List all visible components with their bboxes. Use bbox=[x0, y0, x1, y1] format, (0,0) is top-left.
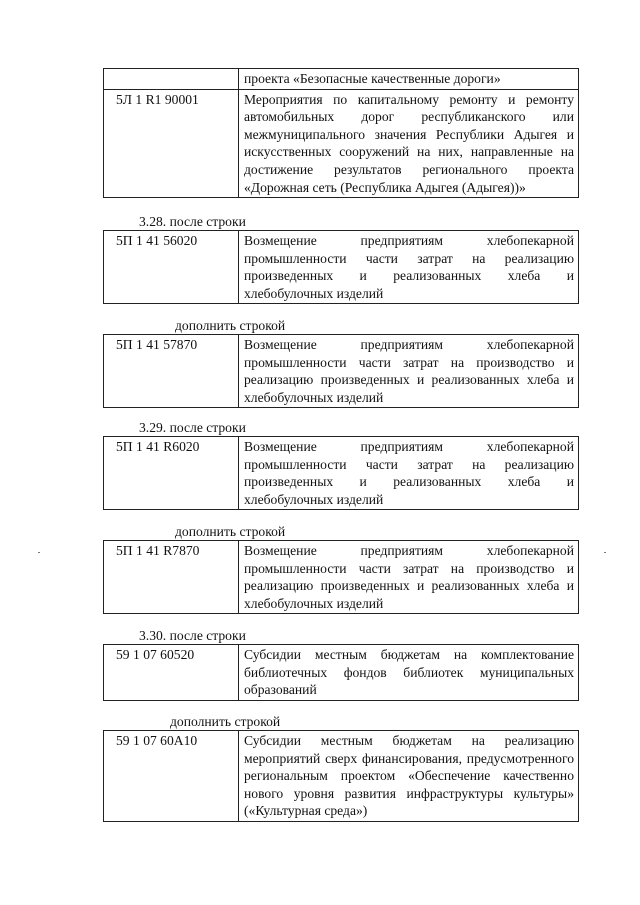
section-table bbox=[103, 644, 579, 701]
description-cell: Возмещение предприятиям хлебопекарной промышленности части затрат на производство и реализацию произведенных и реализованных хлеба и хлебобулочных изделий bbox=[239, 541, 579, 614]
scan-mark bbox=[604, 552, 606, 553]
table-row bbox=[104, 69, 579, 90]
code-cell: 5П 1 41 R7870 bbox=[104, 541, 239, 614]
table-row bbox=[104, 731, 579, 822]
code-cell: 5П 1 41 56020 bbox=[104, 231, 239, 304]
section-caption: 3.28. после строки bbox=[139, 214, 246, 229]
section-caption: 3.29. после строки bbox=[139, 420, 246, 435]
code-cell: 5Л 1 R1 90001 bbox=[104, 89, 239, 198]
description-cell: Субсидии местным бюджетам на реализацию мероприятий сверх финансирования, предусмотренного региональным проектом «Обеспечение качественно нового уровня развития инфраструктуры культуры» («Культурная среда») bbox=[239, 731, 579, 822]
section-caption: 3.30. после строки bbox=[139, 628, 246, 643]
description-cell: Субсидии местным бюджетам на комплектование библиотечных фондов библиотек муниципальных образований bbox=[239, 645, 579, 701]
table-row bbox=[104, 89, 579, 198]
description-cell: Мероприятия по капитальному ремонту и ремонту автомобильных дорог республиканского или межмуниципального значения Республики Адыгея и искусственных сооружений на них, направленные на достижение результатов регионального проекта «Дорожная сеть (Республика Адыгея (Адыгея))» bbox=[239, 89, 579, 198]
section-caption: дополнить строкой bbox=[175, 524, 286, 539]
code-cell: 59 1 07 60А10 bbox=[104, 731, 239, 822]
top-table bbox=[103, 68, 579, 198]
section-table bbox=[103, 334, 579, 408]
description-cell: проекта «Безопасные качественные дороги» bbox=[239, 69, 579, 90]
scan-mark bbox=[38, 552, 40, 553]
table-row bbox=[104, 231, 579, 304]
section-caption: дополнить строкой bbox=[170, 714, 281, 729]
code-cell bbox=[104, 69, 239, 90]
section-table bbox=[103, 230, 579, 304]
table-row bbox=[104, 541, 579, 614]
description-cell: Возмещение предприятиям хлебопекарной промышленности части затрат на производство и реализацию произведенных и реализованных хлеба и хлебобулочных изделий bbox=[239, 335, 579, 408]
section-caption: дополнить строкой bbox=[175, 318, 286, 333]
table-row bbox=[104, 645, 579, 701]
table-row bbox=[104, 335, 579, 408]
section-table bbox=[103, 730, 579, 822]
description-cell: Возмещение предприятиям хлебопекарной промышленности части затрат на реализацию произведенных и реализованных хлеба и хлебобулочных изделий bbox=[239, 437, 579, 510]
table-row bbox=[104, 437, 579, 510]
code-cell: 59 1 07 60520 bbox=[104, 645, 239, 701]
description-cell: Возмещение предприятиям хлебопекарной промышленности части затрат на реализацию произведенных и реализованных хлеба и хлебобулочных изделий bbox=[239, 231, 579, 304]
code-cell: 5П 1 41 R6020 bbox=[104, 437, 239, 510]
section-table bbox=[103, 436, 579, 510]
code-cell: 5П 1 41 57870 bbox=[104, 335, 239, 408]
section-table bbox=[103, 540, 579, 614]
